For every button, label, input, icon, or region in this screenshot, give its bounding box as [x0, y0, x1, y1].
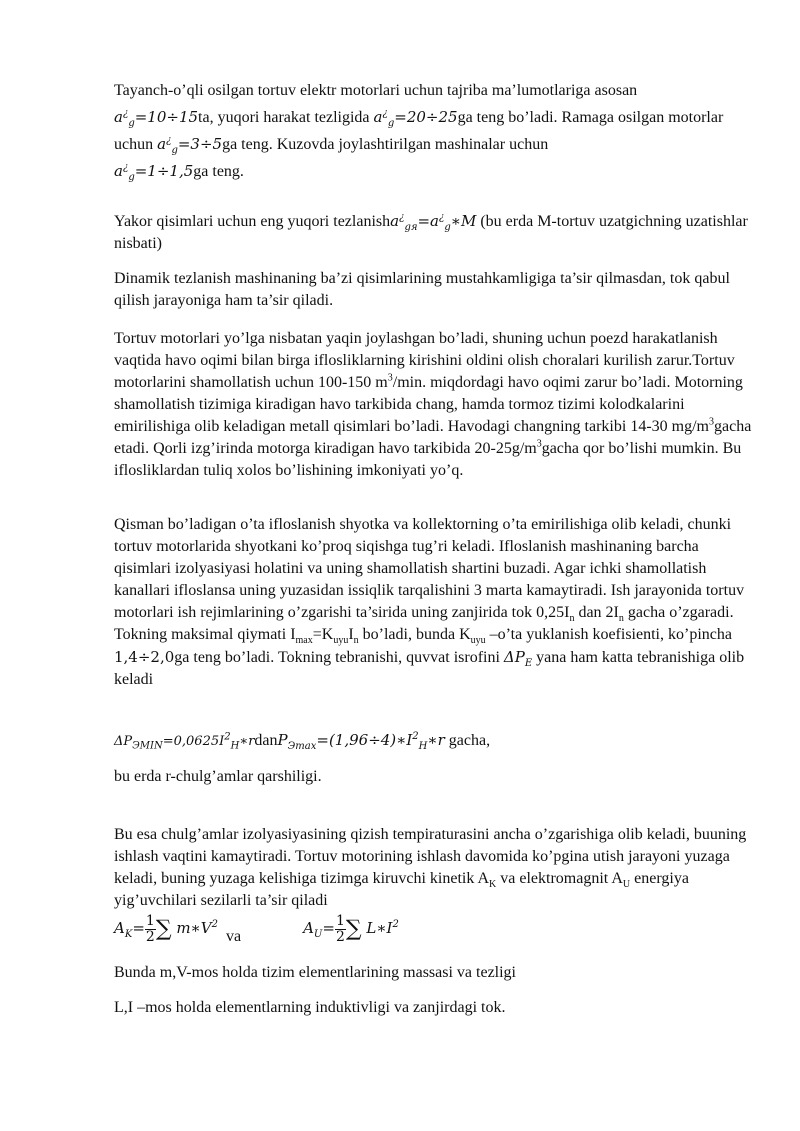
formula-mv2: $m∗V^2$	[176, 919, 218, 937]
fraction-half-2: $\frac{1}{2}$	[335, 912, 345, 945]
text: gacha etadi. Qorli izg’irinda motorga kiradigan havo tarkibida 20-25g/m	[114, 418, 752, 457]
text: gacha o’zgaradi. Tokning maksimal qiymati I	[114, 604, 734, 643]
text: Bu esa chulg’amlar izolyasiyasining qizish tempiraturasini ancha o’zgarishiga olib keladi, buuning ishlash vaqtini kamaytiradi. Tortuv motorining ishlash davomida ko’pgina utish jarayoni yuzaga keladi, buning yuzaga kelishiga tizimga kiruvchi kinetik A	[114, 826, 747, 887]
paragraph-contamination: Qisman bo’ladigan o’ta ifloslanish shyotka va kollektorning o’ta emirilishiga olib keladi, chunki tortuv motorlarida shyotkani ko’proq siqishga tug’ri keladi. Ifloslanish mashinaning barcha qisimlari izolyasiyasi holatini va uning shamollatish shartini buzadi. Agar ichki shamollatish kanallari ifloslansa uning yuzasidan issiqlik tarqalishini 3 marta kamaytiradi. Ish jarayonida tortuv motorlari ish rejimlarining o’zgarishi ta’sirida uning zanjirida tok $0,25I_n$ dan $2I_n$ gacha o’zgaradi. Tokning maksimal qiymati $I_{max}=K_{uyu}I_n$ bo’ladi, bunda $K_{uyu}$ –o’ta yuklanish koefisienti, ko’pincha 1,4÷2,0ga teng bo’ladi. Tokning tebranishi, quvvat isrofini $\Delta P_E$ yana ham katta tebranishiga olib keladi	[114, 516, 745, 688]
text: bo’ladi, bunda K	[358, 626, 471, 643]
paragraph-acceleration-coefficients	[114, 77, 754, 185]
text: –o’ta yuklanish koefisienti, ko’pincha	[485, 626, 732, 643]
text: Yakor qisimlari uchun eng yuqori tezlanish	[114, 213, 391, 230]
paragraph-dynamic: Dinamik tezlanish mashinaning ba’zi qisimlarining mustahkamligiga ta’sir qilmasdan, tok qabul qilish jarayoniga ham ta’sir qiladi.	[114, 270, 730, 309]
text: va	[225, 928, 242, 945]
paragraph-inductance: L,I –mos holda elementlarning induktivligi va zanjirdagi tok.	[114, 999, 506, 1016]
text: gacha qor bo’lishi mumkin. Bu iflosliklardan tuliq xolos bo’lishining imkoniyati yo’q.	[114, 440, 742, 479]
text: yana ham katta tebranishiga olib keladi	[114, 649, 745, 688]
formula-energy-line	[114, 906, 754, 950]
text: dan	[254, 732, 278, 749]
text: /min. miqdordagi havo oqimi zarur bo’ladi. Motorning shamollatish tizimiga kiradigan havo tarkibida chang, hamda tormoz tizimi kolodkalarini emirilishiga olib keladigan metall qisimlari bo’ladi. Havodagi changning tarkibi 14-30 mg/m	[114, 374, 743, 435]
text: Tayanch-o’qli osilgan tortuv elektr motorlari uchun tajriba ma’lumotlariga asosan	[114, 82, 638, 99]
paragraph-mass-velocity: Bunda m,V-mos holda tizim elementlarining massasi va tezligi	[114, 964, 516, 981]
formula-range: 1,4÷2,0	[114, 648, 175, 666]
formula-au: $A_U=$	[303, 919, 335, 940]
text: ga teng bo’ladi. Ramaga osilgan motorlar uchun	[114, 109, 724, 153]
formula-ag-3: $a^¿_g=3\div 5$	[157, 135, 223, 156]
sum-symbol: ∑	[155, 916, 172, 942]
text: ga teng bo’ladi. Tokning tebranishi, quvvat isrofini	[174, 649, 504, 666]
fraction-half: $\frac{1}{2}$	[145, 912, 155, 945]
formula-power-loss-line	[114, 725, 754, 757]
formula-ag-2: $a^¿_g=20\div 25$	[373, 108, 458, 129]
text: (bu erda M-tortuv uzatgichning uzatishlar nisbati)	[114, 213, 748, 252]
formula-p-max: $P_{Эmax}=(1,96\div 4)∗I^2_H∗r$	[277, 731, 445, 752]
sum-symbol-2: ∑	[345, 916, 362, 942]
formula-agya: $a^¿_{gя}=a^¿_g∗M$	[390, 212, 477, 233]
text: va elektromagnit A	[496, 870, 623, 887]
text: ga teng.	[193, 163, 244, 180]
paragraph-armature-acceleration	[114, 210, 754, 255]
formula-ak: $A_K=$	[114, 919, 145, 940]
text: I	[348, 626, 354, 643]
paragraph-ventilation: Tortuv motorlari yo’lga nisbatan yaqin joylashgan bo’ladi, shuning uchun poezd harakatlanish vaqtida havo oqimi bilan birga iflosliklarning kirishini oldini olish choralari kurilish zarur.Tortuv motorlarini shamollatish uchun 100-150 $m^3/\min$. miqdordagi havo oqimi zarur bo’ladi. Motorning shamollatish tizimiga kiradigan havo tarkibida chang, hamda tormoz tizimi kolodkalarini emirilishiga olib keladigan metall qisimlari bo’ladi. Havodagi changning tarkibi 14-30 $mg/m^3gacha$ etadi. Qorli izg’irinda motorga kiradigan havo tarkibida $20-25g/m^3gacha$ qor bo’lishi mumkin. Bu iflosliklardan tuliq xolos bo’lishining imkoniyati yo’q.	[114, 330, 752, 479]
paragraph-insulation: Bu esa chulg’amlar izolyasiyasining qizish tempiraturasini ancha o’zgarishiga olib keladi, buuning ishlash vaqtini kamaytiradi. Tortuv motorining ishlash davomida ko’pgina utish jarayoni yuzaga keladi, buning yuzaga kelishiga tizimga kiruvchi kinetik $A_K$ va elektromagnit $A_U$ energiya yig’uvchilari sezilarli ta’sir qiladi	[114, 826, 747, 909]
text: ga teng. Kuzovda joylashtirilgan mashinalar uchun	[222, 136, 549, 153]
text: gacha,	[444, 732, 491, 749]
formula-li2: $L∗I^2$	[366, 919, 399, 937]
paragraph-resistance: bu erda r-chulg’amlar qarshiligi.	[114, 768, 322, 785]
text: =K	[312, 626, 334, 643]
text: energiya yig’uvchilari sezilarli ta’sir qiladi	[114, 870, 689, 909]
text: ta, yuqori harakat tezligida	[198, 109, 370, 126]
formula-ag-1: $a^¿_g=10\div 15$	[114, 108, 199, 129]
text: Tortuv motorlari yo’lga nisbatan yaqin joylashgan bo’ladi, shuning uchun poezd harakatlanish vaqtida havo oqimi bilan birga iflosliklarning kirishini oldini olish choralari kurilish zarur.Tortuv motorlarini shamollatish uchun 100-150 m	[114, 330, 735, 391]
formula-ag-4: $a^¿_g=1\div 1,5$	[114, 162, 194, 183]
formula-delta-p: $\Delta P_E$	[503, 648, 533, 669]
text: dan 2I	[574, 604, 619, 621]
formula-p-min: $\Delta P_{ЭMIN}=0,0625I^2_H∗r$	[114, 731, 255, 752]
text: Qisman bo’ladigan o’ta ifloslanish shyotka va kollektorning o’ta emirilishiga olib keladi, chunki tortuv motorlarida shyotkani ko’proq siqishga tug’ri keladi. Ifloslanish mashinaning barcha qisimlari izolyasiyasi holatini va uning shamollatish shartini buzadi. Agar ichki shamollatish kanallari ifloslansa uning yuzasidan issiqlik tarqalishini 3 marta kamaytiradi. Ish jarayonida tortuv motorlari ish rejimlarining o’zgarishi ta’sirida uning zanjirida tok 0,25I	[114, 516, 745, 621]
